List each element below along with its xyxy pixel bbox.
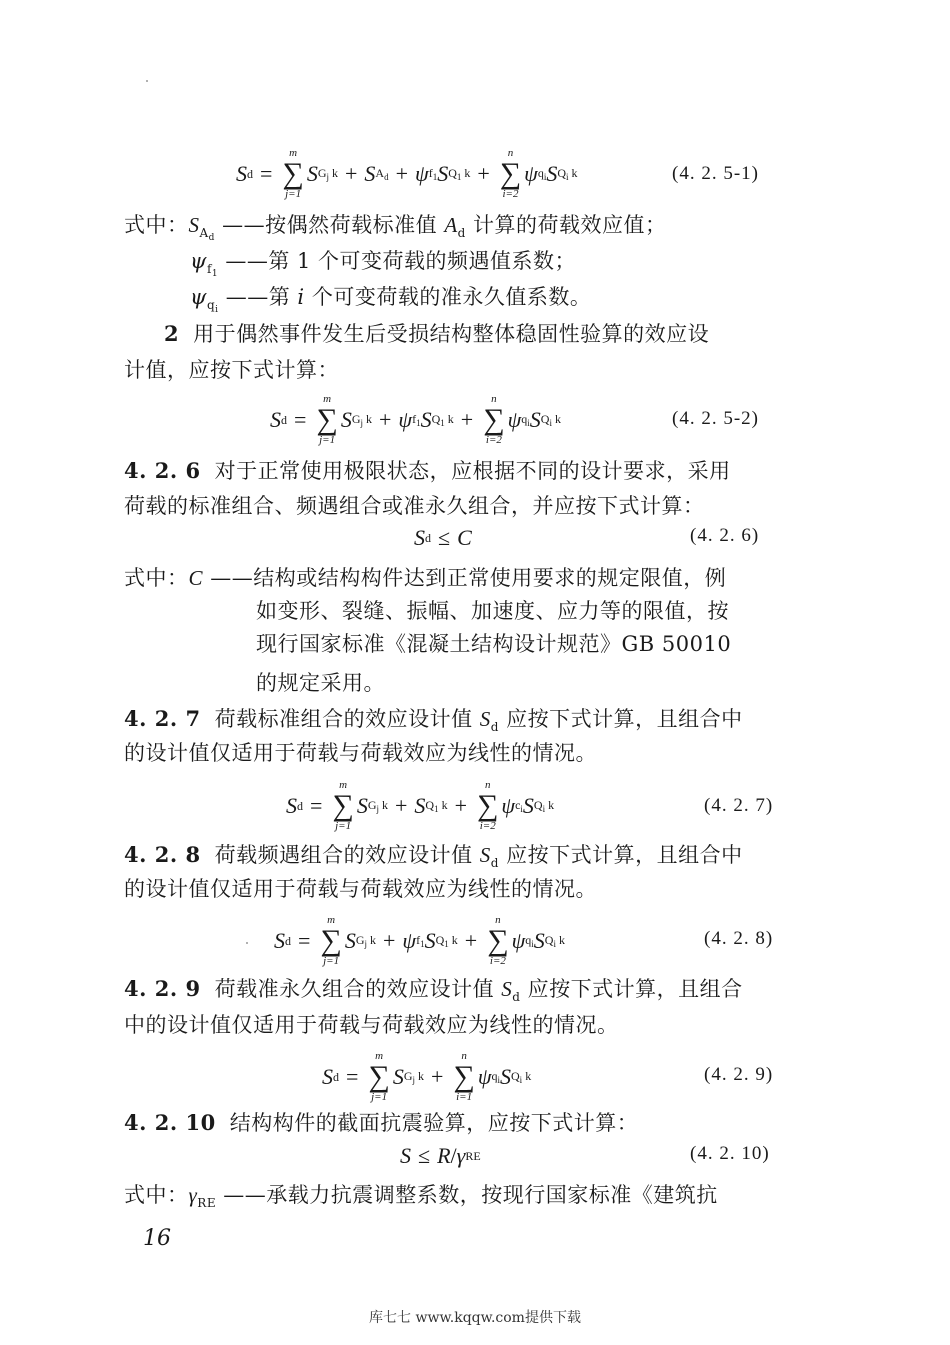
equation-4-2-6: S d ≤ C	[414, 525, 472, 550]
watermark-footer: 库七七 www.kqqw.com提供下载	[369, 1310, 581, 1326]
paragraph-line: 4. 2. 7 荷载标准组合的效应设计值 $S_d$ 应按下式计算，且组合中	[124, 706, 743, 734]
where-line: 式中：$\gamma_{RE}$ ——承载力抗震调整系数，按现行国家标准《建筑抗	[124, 1183, 718, 1210]
where-line: 式中：$S_{A_d}$ ——按偶然荷载标准值 $A_d$ 计算的荷载效应值；	[124, 213, 667, 243]
paragraph-line: 计值，应按下式计算：	[124, 358, 339, 382]
where-line: $\psi_{q_i}$ ——第 i 个可变荷载的准永久值系数。	[190, 285, 592, 315]
where-line: 如变形、裂缝、振幅、加速度、应力等的限值，按	[256, 599, 729, 623]
scan-speck	[246, 942, 248, 944]
equation-number: (4. 2. 9)	[704, 1064, 774, 1085]
paragraph-line: 4. 2. 6 对于正常使用极限状态，应根据不同的设计要求，采用	[124, 458, 731, 483]
equation-4-2-5-2: S d = m ∑ j=1 S $G_j$ k + ψ $f_1$ S $Q_1$ k + n ∑ i=2 ψ $q_i$ S $Q_i$ k	[270, 393, 561, 446]
equation-number: (4. 2. 5-2)	[672, 408, 759, 429]
where-line: $\psi_{f_1}$ ——第 1 个可变荷载的频遇值系数；	[190, 249, 577, 279]
where-line: 式中：C ——结构或结构构件达到正常使用要求的规定限值，例	[124, 566, 727, 590]
paragraph-line: 荷载的标准组合、频遇组合或准永久组合，并应按下式计算：	[124, 494, 705, 518]
page-number: 16	[143, 1226, 171, 1251]
scan-speck	[146, 80, 148, 82]
paragraph-line: 4. 2. 10 结构构件的截面抗震验算，应按下式计算：	[124, 1110, 639, 1135]
equation-number: (4. 2. 5-1)	[672, 163, 759, 184]
paragraph-line: 4. 2. 8 荷载频遇组合的效应设计值 $S_d$ 应按下式计算，且组合中	[124, 842, 743, 870]
paragraph-line: 中的设计值仅适用于荷载与荷载效应为线性的情况。	[124, 1013, 619, 1037]
equation-4-2-5-1: S d = m ∑ j=1 S $G_j$ k + S $A_d$ + ψ $f_1$ S $Q_1$ k + n ∑ i=2 ψ $q_i$ S $Q_i$ k	[236, 147, 578, 200]
paragraph-line: 的设计值仅适用于荷载与荷载效应为线性的情况。	[124, 877, 597, 901]
equation-4-2-7: S d = m ∑ j=1 S $G_j$ k + S $Q_1$ k + n ∑ i=2 ψ $c_i$ S $Q_i$ k	[286, 779, 555, 832]
equation-number: (4. 2. 8)	[704, 928, 774, 949]
equation-4-2-9: S d = m ∑ j=1 S $G_j$ k + n ∑ i=1 ψ $q_i$ S $Q_i$ k	[322, 1050, 532, 1103]
paragraph-line: 的设计值仅适用于荷载与荷载效应为线性的情况。	[124, 741, 597, 765]
where-line: 的规定采用。	[256, 671, 385, 695]
equation-number: (4. 2. 6)	[690, 525, 760, 546]
equation-number: (4. 2. 7)	[704, 795, 774, 816]
paragraph-line: 2 用于偶然事件发生后受损结构整体稳固性验算的效应设	[164, 321, 710, 346]
paragraph-line: 4. 2. 9 荷载准永久组合的效应设计值 $S_d$ 应按下式计算，且组合	[124, 976, 743, 1004]
equation-4-2-8: S d = m ∑ j=1 S $G_j$ k + ψ $f_1$ S $Q_1$ k + n ∑ i=2 ψ $q_i$ S $Q_i$ k	[274, 914, 565, 967]
equation-4-2-10: S ≤ R / γ RE	[400, 1143, 481, 1168]
equation-number: (4. 2. 10)	[690, 1143, 770, 1164]
where-line: 现行国家标准《混凝土结构设计规范》GB 50010	[256, 632, 732, 656]
